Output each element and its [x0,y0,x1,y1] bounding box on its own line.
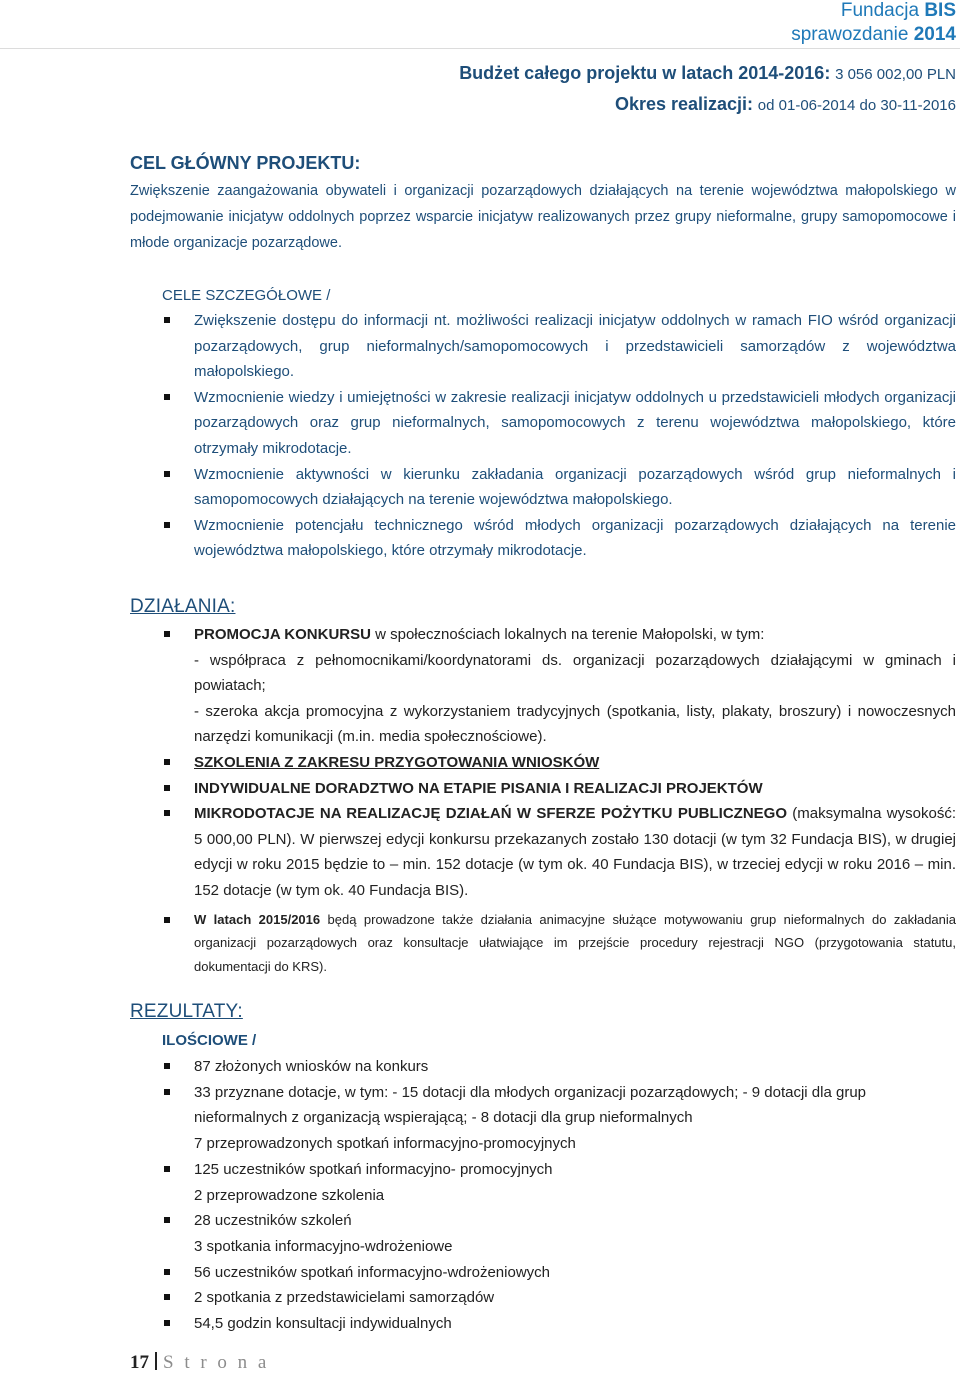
list-item [162,1157,956,1183]
promo-sub-item-1: - współpraca z pełnomocnikami/koordynatorami ds. organizacji pozarządowych działającymi w gminach i powiatach; [194,651,956,695]
list-item [162,1131,956,1157]
bullet-icon [164,917,170,923]
promo-sub-item-2: - szeroka akcja promocyjna z wykorzystaniem tradycyjnych (spotkania, listy, plakaty, broszury) i nowoczesnych narzędzi komunikacji (m.in. media społecznościowe). [194,702,956,746]
bullet-icon [164,1217,170,1223]
results-list [162,1054,956,1337]
bullet-icon [164,631,170,637]
org-name-text: Fundacja [840,0,920,21]
list-item [162,1208,956,1234]
list-item [162,776,956,802]
bullet-icon [164,522,170,528]
list-item [162,801,956,903]
budget-value: 3 056 002,00 PLN [835,66,956,83]
grants-title: MIKRODOTACJE NA REALIZACJĘ DZIAŁAŃ W SFERZE POŻYTKU PUBLICZNEGO [194,805,787,823]
bullet-icon [164,1320,170,1326]
actions-list [162,622,956,978]
bullet-icon [164,785,170,791]
list-item-text: Zwiększenie dostępu do informacji nt. możliwości realizacji inicjatyw oddolnych w ramach FIO wśród organizacji pozarządowych, grup nieformalnych/samopomocowych i przedstawicieli samorządów z województwa małopolskiego. [194,312,956,381]
list-item [162,513,956,564]
main-goal-text: Zwiększenie zaangażowania obywateli i organizacji pozarządowych działających na terenie województwa małopolskiego w podejmowanie inicjatyw oddolnych poprzez wsparcie inicjatyw realizowanych przez grupy nieformalne, grupy samopomocowe i młode organizacje pozarządowe. [130,183,956,251]
list-item-text: Wzmocnienie potencjału technicznego wśród młodych organizacji pozarządowych działających na terenie województwa małopolskiego, które otrzymały mikrodotacje. [194,516,956,560]
advisory-title: INDYWIDUALNE DORADZTWO NA ETAPIE PISANIA I REALIZACJI PROJEKTÓW [194,779,763,797]
list-item [162,1183,956,1209]
list-item [162,908,956,979]
list-item [162,1311,956,1337]
list-item-text: 28 uczestników szkoleń [194,1212,352,1230]
list-item [162,1285,956,1311]
training-title: SZKOLENIA Z ZAKRESU PRZYGOTOWANIA WNIOSKÓW [194,753,600,771]
list-item-text: 2 przeprowadzone szkolenia [194,1186,385,1204]
animation-text: będą prowadzone także działania animacyjne służące motywowaniu grup nieformalnych do zakładania organizacji pozarządowych oraz konsultacje ułatwiające im przejście procedury rejestracji NGO (przygotowania statutu, dokumentacji do KRS). [194,911,956,974]
bullet-icon [164,1089,170,1095]
bullet-icon [164,1166,170,1172]
organization-name [841,0,956,22]
list-item-text: Wzmocnienie aktywności w kierunku zakładania organizacji pozarządowych wśród grup nieformalnych i samopomocowych działających na terenie województwa małopolskiego. [194,465,956,509]
results-sub-heading: ILOŚCIOWE / [162,1032,257,1049]
animation-title: W latach 2015/2016 [194,911,321,927]
specific-goals-list [162,308,956,564]
list-item [162,308,956,385]
page-label: S t r o n a [163,1352,270,1373]
main-goal-heading: CEL GŁÓWNY PROJEKTU: [130,153,361,173]
budget-line [459,62,956,86]
bullet-icon [164,1269,170,1275]
list-item-text: Wzmocnienie wiedzy i umiejętności w zakresie realizacji inicjatyw oddolnych u przedstawicieli młodych organizacji pozarządowych oraz grup nieformalnych, samopomocowych z terenu województwa małopolskiego, które otrzymały mikrodotacje. [194,388,956,457]
footer-separator [155,1352,157,1370]
list-item-text: 125 uczestników spotkań informacyjno- promocyjnych [194,1160,553,1178]
budget-label: Budżet całego projektu w latach 2014-2016: [459,63,831,83]
report-title [791,24,956,46]
list-item [162,462,956,513]
list-item [162,750,956,776]
bullet-icon [164,1063,170,1069]
page-number: 17 [130,1352,149,1373]
list-item [162,1054,956,1080]
page-footer [130,1352,269,1374]
bullet-icon [164,1294,170,1300]
org-short-text: BIS [924,0,956,21]
bullet-icon [164,471,170,477]
list-item [162,1234,956,1260]
list-item [162,622,956,750]
list-item-text: 33 przyznane dotacje, w tym: - 15 dotacji dla młodych organizacji pozarządowych; - 9 dotacji dla grup nieformalnych z organizacją wspierającą; - 8 dotacji dla grup nieformalnych [194,1083,867,1127]
period-line [615,93,956,117]
list-item-text: 54,5 godzin konsultacji indywidualnych [194,1315,452,1333]
grants-text: (maksymalna wysokość: 5 000,00 PLN). W pierwszej edycji konkursu przekazanych zostało 130 dotacji (w tym 32 Fundacja BIS), w drugiej edycji w roku 2015 będzie to – min. 152 dotacje (w tym ok. 40 Fundacja BIS), w trzeciej edycji w roku 2016 – min. 152 dotacje (w tym ok. 40 Fundacja BIS). [194,805,956,899]
list-item-text: 87 złożonych wniosków na konkurs [194,1058,429,1075]
list-item [162,1260,956,1286]
period-label: Okres realizacji: [614,94,754,114]
report-year: 2014 [913,24,956,45]
list-item-text: 7 przeprowadzonych spotkań informacyjno-promocyjnych [194,1135,576,1153]
page-header [0,0,960,49]
list-item [162,1080,956,1131]
specific-goals-heading: CELE SZCZEGÓŁOWE / [162,287,331,304]
bullet-icon [164,317,170,323]
period-value: od 01-06-2014 do 30-11-2016 [757,97,956,114]
bullet-icon [164,759,170,765]
bullet-icon [164,394,170,400]
results-heading: REZULTATY: [130,1001,243,1022]
list-item-text: 56 uczestników spotkań informacyjno-wdrożeniowych [194,1263,551,1281]
list-item [162,385,956,462]
promo-title: PROMOCJA KONKURSU [194,626,371,643]
list-item-text: 3 spotkania informacyjno-wdrożeniowe [194,1237,453,1255]
actions-heading: DZIAŁANIA: [130,596,236,617]
promo-text: w społecznościach lokalnych na terenie Małopolski, w tym: [370,626,765,643]
report-label: sprawozdanie [791,24,909,45]
bullet-icon [164,810,170,816]
list-item-text: 2 spotkania z przedstawicielami samorządów [194,1289,495,1307]
